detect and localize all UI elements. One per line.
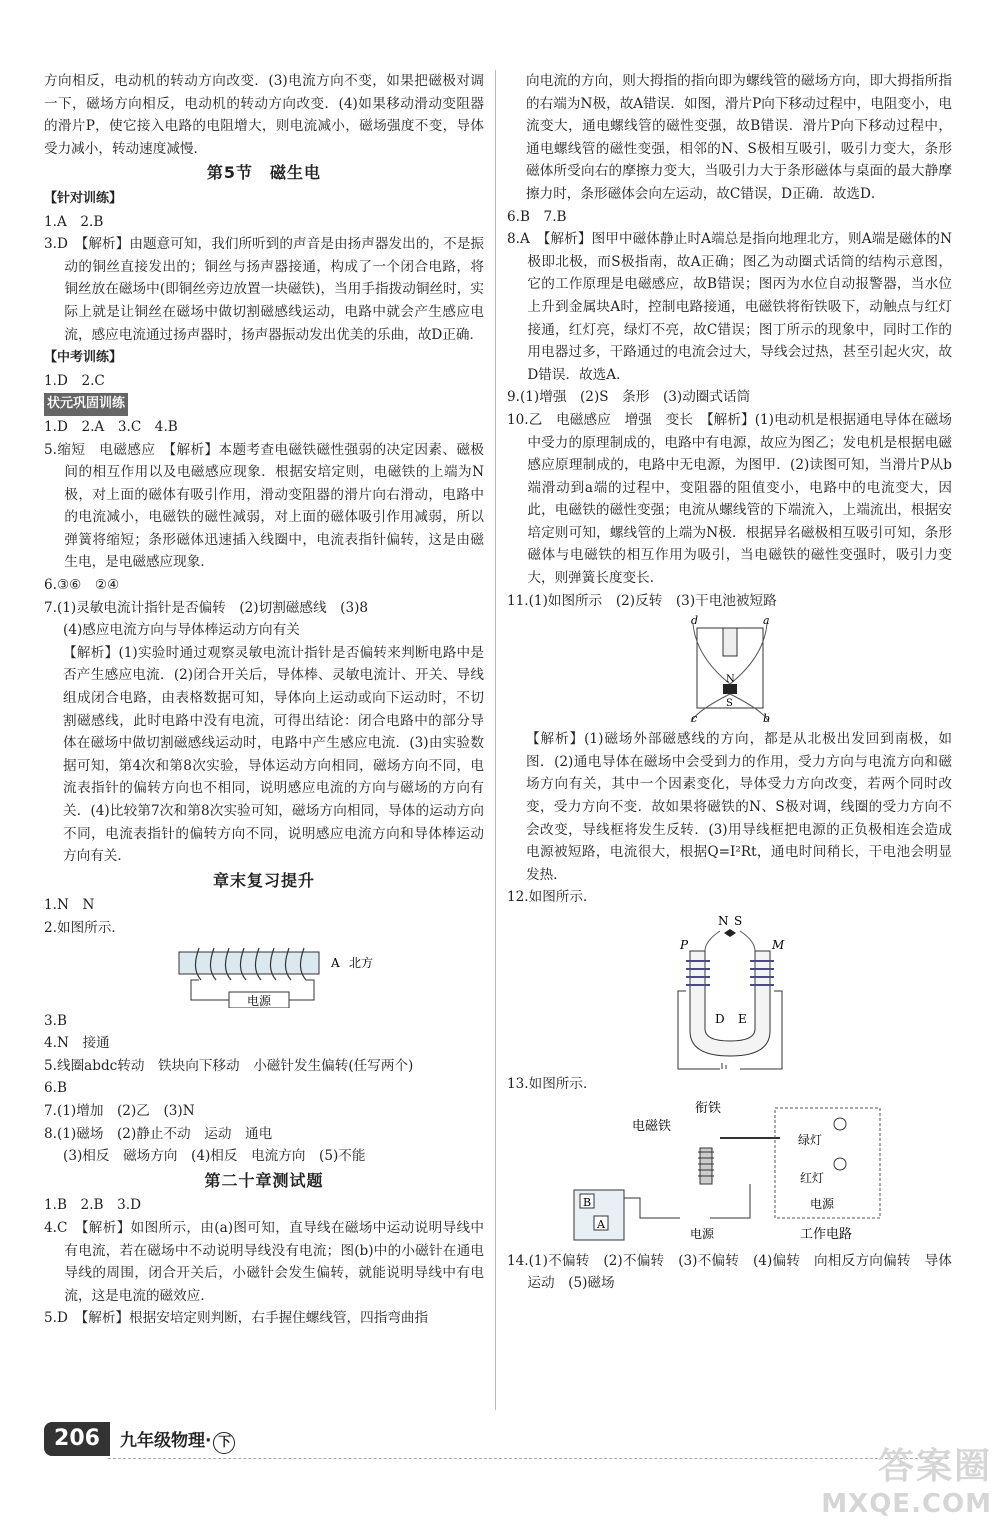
corner-a: a	[762, 614, 770, 628]
consolidation-answer-7-analysis: 【解析】(1)实验时通过观察灵敏电流计指针是否偏转来判断电路中是否产生感应电流．(2)闭合开关后，导体棒、灵敏电流计、开关、导线组成闭合电路，由表格数据可知，导体向上运动或向下运动时，不切割磁感线，此时电路中没有电流，可得出结论：闭合电路中的部分导体在磁场中做切割磁感线运动时，电路中产生感应电流．(3)由实验数据可知，第4次和第8次实验，导体运动方向相同，磁场方向不同，电流表指针的偏转方向也不相同，说明感应电流的方向与磁场的方向有关．(4)比较第7次和第8次实验可知，磁场方向相同，导体的运动方向不同，电流表指针的偏转方向不同，说明感应电流方向和导体棒运动方向有关．	[63, 644, 484, 865]
control-source-label: 电源	[689, 1226, 714, 1241]
tag-consolidation: 状元巩固训练	[44, 393, 128, 416]
review-answer-3: 3.B	[44, 1012, 67, 1029]
armature-label: 衔铁	[694, 1100, 721, 1116]
test-answer-11-analysis: 【解析】(1)磁场外部磁感线的方向，都是从北极出发回到南极，如图．(2)通电导体在磁场中会受到力的作用，受力方向与电流方向和磁场方向有关，其中一个因素变化，导体受力方向改变，若两个同时改变，受力方向不变．故如果将磁铁的N、S极对调，线圈的受力方向不会改变，导线框将发生反转．(3)用导线框把电源的正负极相连会造成电源被短路，电流很大，根据Q=I²Rt，通电时间稍长，干电池会明显发热．	[526, 731, 952, 883]
watermark-url: MXQE.COM	[821, 1489, 992, 1519]
pole-n: N	[725, 674, 735, 686]
label-e: E	[737, 1012, 747, 1026]
tag-exam-training: 【中考训练】	[44, 350, 123, 366]
review-answer-8b: (3)相反 磁场方向 (4)相反 电流方向 (5)不能	[63, 1148, 366, 1165]
electromagnet-label: 电磁铁	[631, 1118, 671, 1134]
answer-1-2: 1.A 2.B	[44, 213, 104, 230]
pole-s: S	[725, 698, 733, 710]
chapter-review-title: 章末复习提升	[212, 870, 315, 890]
test-answer-10: 10.乙 电磁感应 增强 变长 【解析】(1)电动机是根据通电导体在磁场中受力的原理制成的，电路中有电源，故应为图乙；发电机是根据电磁感应原理制成的，电路中无电源，为图甲．(2)读图可知，当滑片P从b端滑动到a端的过程中，变阻器的阻值变小，电路中的电流变大，因此，电磁铁的磁性变强；电流从螺线管的下端流入，上端流出，根据安培定则可知，螺线管的上端为N极．根据异名磁极相互吸引可知，条形磁体与电磁铁的相互作用为吸引，当电磁铁的磁性变强时，吸引力变大，则弹簧长度变长．	[507, 411, 952, 587]
red-lamp-label: 红灯	[799, 1170, 824, 1185]
review-answer-1: 1.N N	[44, 897, 95, 914]
needle-n: N	[717, 914, 728, 928]
test-answer-4: 4.C 【解析】如图所示，由(a)图可知，直导线在磁场中运动说明导线中有电流，若在磁场中不动说明导线没有电流；图(b)中的小磁针在通电导线的周围，闭合开关后，小磁针会发生偏转，就能说明导线中有电流，这是电流的磁效应．	[44, 1219, 484, 1304]
work-circuit-label: 工作电路	[799, 1226, 852, 1242]
solenoid-figure	[139, 942, 389, 1008]
book-title-text: 九年级物理·	[120, 1431, 212, 1451]
solenoid-end-label: A	[331, 955, 340, 970]
test-answer-13: 13.如图所示．	[507, 1076, 597, 1092]
green-lamp-label: 绿灯	[797, 1132, 822, 1147]
review-answer-2: 2.如图所示．	[44, 919, 125, 936]
block-a: A	[596, 1217, 605, 1231]
label-d: D	[714, 1012, 725, 1026]
test-answer-8: 8.A 【解析】图甲中磁体静止时A端总是指向地理北方，则A端是磁体的N极即北极，而S极指南，故A正确；图乙为动圈式话筒的结构示意图，它的工作原理是电磁感应，故B错误；图丙为水位自动报警器，当水位上升到金属块A时，控制电路接通，电磁铁将衔铁吸下，动触点与红灯接通，红灯亮，绿灯不亮，故C错误；图丁所示的现象中，同时工作的用电器过多，干路通过的电流会过大，导线会过热，甚至引起火灾，故D错误．故选A．	[507, 231, 952, 383]
corner-d: d	[690, 614, 698, 628]
test-answers-1-3: 1.B 2.B 3.D	[44, 1197, 141, 1214]
consolidation-answer-6: 6.③⑥ ②④	[44, 577, 120, 594]
review-answer-4: 4.N 接通	[44, 1035, 110, 1052]
right-paragraph-1: 向电流的方向，则大拇指的指向即为螺线管的磁场方向，即大拇指所指的右端为N极，故A错误．如图，滑片P向下移动过程中，电阻变小，电流变大，通电螺线管的磁性变强，故B错误．滑片P向下移动过程中，通电螺线管的磁性变强，相邻的N、S极相互吸引，吸引力变大，条形磁体所受向右的摩擦力变大，当吸引力大于条形磁体与桌面的最大静摩擦力时，条形磁体会向左运动，故C错误，D正确．故选D．	[526, 73, 952, 202]
corner-b: b	[762, 712, 770, 726]
watermark	[821, 1438, 992, 1519]
review-answer-7: 7.(1)增加 (2)乙 (3)N	[44, 1102, 195, 1119]
test-answers-6-7: 6.B 7.B	[507, 208, 567, 225]
review-answer-8a: 8.(1)磁场 (2)静止不动 运动 通电	[44, 1125, 273, 1142]
block-b: B	[582, 1195, 591, 1209]
review-answer-5: 5.线圈abdc转动 铁块向下移动 小磁针发生偏转(任写两个)	[44, 1057, 414, 1074]
corner-c: c	[690, 712, 697, 726]
section-title-5: 第5节 磁生电	[206, 163, 322, 183]
page-number: 206	[44, 1422, 110, 1456]
label-p: P	[679, 938, 688, 952]
tag-targeted-training: 【针对训练】	[44, 190, 123, 206]
answer-3: 3.D 【解析】由题意可知，我们所听到的声音是由扬声器发出的，不是振动的铜丝直接发出的；铜丝与扬声器接通，构成了一个闭合电路，将铜丝放在磁场中(即铜丝旁边放置一块磁铁)，当用手指拨动铜丝时，实际上就是让铜丝在磁场中做切割磁感线运动，电路中就会产生感应电流，感应电流通过扬声器时，扬声器振动发出优美的乐曲，故D正确．	[44, 236, 484, 343]
consolidation-answer-7b: (4)感应电流方向与导体棒运动方向有关	[63, 622, 300, 639]
volume-badge: 下	[213, 1432, 235, 1454]
label-m: M	[771, 938, 784, 952]
consolidation-answer-7a: 7.(1)灵敏电流计指针是否偏转 (2)切割磁感线 (3)8	[44, 599, 369, 616]
test-answer-5: 5.D 【解析】根据安培定则判断，右手握住螺线管，四指弯曲指	[44, 1310, 429, 1327]
test-answer-11: 11.(1)如图所示 (2)反转 (3)干电池被短路	[507, 592, 777, 609]
watermark-title: 答案圈	[877, 1446, 992, 1487]
u-magnet-figure	[660, 911, 800, 1071]
right-column	[507, 70, 952, 1295]
solenoid-source-label: 电源	[246, 993, 272, 1008]
column-divider	[495, 70, 496, 1410]
needle-s: S	[733, 914, 742, 928]
exam-answer-1-2: 1.D 2.C	[44, 372, 105, 389]
north-label: 北方	[349, 955, 374, 970]
test-answer-9: 9.(1)增强 (2)S 条形 (3)动圈式话筒	[507, 389, 751, 406]
consolidation-answers-1-4: 1.D 2.A 3.C 4.B	[44, 418, 178, 435]
motor-loop-figure	[685, 614, 775, 726]
book-title	[120, 1426, 235, 1454]
page-footer	[44, 1420, 954, 1460]
review-answer-6: 6.B	[44, 1080, 67, 1097]
test-answer-12: 12.如图所示．	[507, 889, 597, 906]
relay-circuit-figure	[570, 1098, 890, 1248]
chapter-test-title: 第二十章测试题	[204, 1170, 324, 1190]
work-source-label: 电源	[809, 1196, 834, 1211]
left-column	[44, 70, 484, 1330]
left-paragraph-1: 方向相反，电动机的转动方向改变．(3)电流方向不变，如果把磁极对调一下，磁场方向相反，电动机的转动方向改变．(4)如果移动滑动变阻器的滑片P，使它接入电路的电阻增大，则电流减小，磁场强度不变，导体受力减小，转动速度减慢．	[44, 73, 484, 157]
test-answer-14: 14.(1)不偏转 (2)不偏转 (3)不偏转 (4)偏转 向相反方向偏转 导体运动 (5)磁场	[507, 1252, 952, 1292]
consolidation-answer-5: 5.缩短 电磁感应 【解析】本题考查电磁铁磁性强弱的决定因素、磁极间的相互作用以及电磁感应现象．根据安培定则，电磁铁的上端为N极，对上面的磁体有吸引作用，滑动变阻器的滑片向右滑动，电路中的电流减小，电磁铁的磁性减弱，对上面的磁体吸引作用减弱，所以弹簧将缩短；条形磁体迅速插入线圈中，电流表指针偏转，这是由磁生电，是电磁感应现象．	[44, 441, 484, 571]
